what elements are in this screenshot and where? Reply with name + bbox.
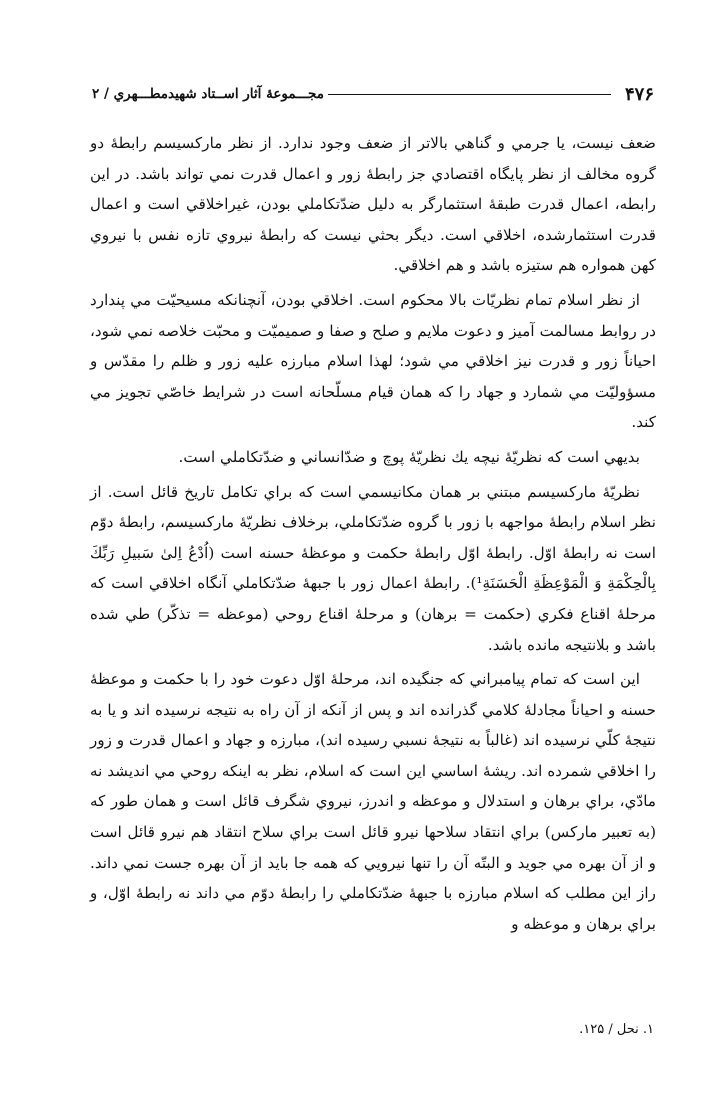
page-header xyxy=(92,80,654,108)
paragraph: ضعف نيست، يا جرمي و گناهي بالاتر از ضعف وجود ندارد. از نظر ماركسيسم رابطهٔ دو گروه مخالف از نظر پايگاه اقتصادي جز رابطهٔ زور و اعمال قدرت نمي تواند باشد. در اين رابطه، اعمال قدرت طبقهٔ استثمارگر به دليل ضدّتكاملي بودن، غيراخلاقي است و اعمال قدرت استثمارشده، اخلاقي است. ديگر بحثي نيست كه رابطهٔ نيروي تازه نفس با نيروي كهن همواره هم ستيزه باشد و هم اخلاقي. xyxy=(90,134,656,275)
footnote: ۱. نحل / ۱۲۵. xyxy=(579,1022,654,1037)
header-rule xyxy=(328,94,611,95)
paragraph: نظريّهٔ ماركسيسم مبتني بر همان مكانيسمي است كه براي تكامل تاريخ قائل است. از نظر اسلام رابطهٔ مواجهه با زور با گروه ضدّتكاملي، برخلاف نظريّهٔ ماركسيسم، رابطهٔ دوّم است نه رابطهٔ اوّل. رابطهٔ اوّل رابطهٔ حكمت و موعظهٔ حسنه است (اُدْعُ اِلىٰ سَبيلِ رَبِّكَ بِالْحِكْمَةِ وَ الْمَوْعِظَةِ الْحَسَنَةِ¹). رابطهٔ اعمال زور با جبههٔ ضدّتكاملي آنگاه اخلاقي است كه مرحلهٔ اقناع فكري (حكمت = برهان) و مرحلهٔ اقناع روحي (موعظه = تذكّر) طي شده باشد و بلانتيجه مانده باشد. xyxy=(90,482,656,654)
body-text xyxy=(90,128,656,943)
paragraph: بديهي است كه نظريّهٔ نيچه يك نظريّهٔ پوچ و ضدّانساني و ضدّتكاملي است. xyxy=(178,447,640,466)
page-number: ۴۷۶ xyxy=(624,83,654,105)
paragraph: از نظر اسلام تمام نظريّات بالا محكوم است. اخلاقي بودن، آنچنانكه مسيحيّت مي پندارد در روابط مسالمت آميز و دعوت ملايم و صلح و صفا و صميميّت و محبّت خلاصه نمي شود، احياناً زور و قدرت نيز اخلاقي مي شود؛ لهذا اسلام مبارزه عليه زور و ظلم را مقدّس و مسؤوليّت مي شمارد و جهاد را كه همان قيام مسلّحانه است در شرايط خاصّي تجويز مي كند. xyxy=(90,290,656,432)
paragraph: اين است كه تمام پيامبراني كه جنگيده اند، مرحلهٔ اوّل دعوت خود را با حكمت و موعظهٔ حسنه و احياناً مجادلهٔ كلامي گذرانده اند و پس از آنكه از آن راه به نتيجه نرسيده اند و يا به نتيجهٔ كلّي نرسيده اند (غالباً به نتيجهٔ نسبي رسيده اند)، مبارزه و جهاد و اعمال قدرت و زور را اخلاقي شمرده اند. ريشهٔ اساسي اين است كه اسلام، نظر به اينكه روحي مي انديشد نه مادّي، براي برهان و استدلال و موعظه و اندرز، نيروي شگرف قائل است و همان طور كه (به تعبير ماركس) براي انتقاد سلاحها نيرو قائل است براي سلاح انتقاد هم نيرو قائل است و از آن بهره مي جويد و البتّه آن را تنها نيرويي كه همه جا بايد از آن بهره جست نمي داند. راز اين مطلب كه اسلام مبارزه با جبههٔ ضدّتكاملي را رابطهٔ دوّم مي داند نه رابطهٔ اوّل، و براي برهان و موعظه و xyxy=(90,670,656,933)
running-title: مجـــموعهٔ آثار اســتاد شهيدمطـــهري / ۲ xyxy=(92,86,324,102)
